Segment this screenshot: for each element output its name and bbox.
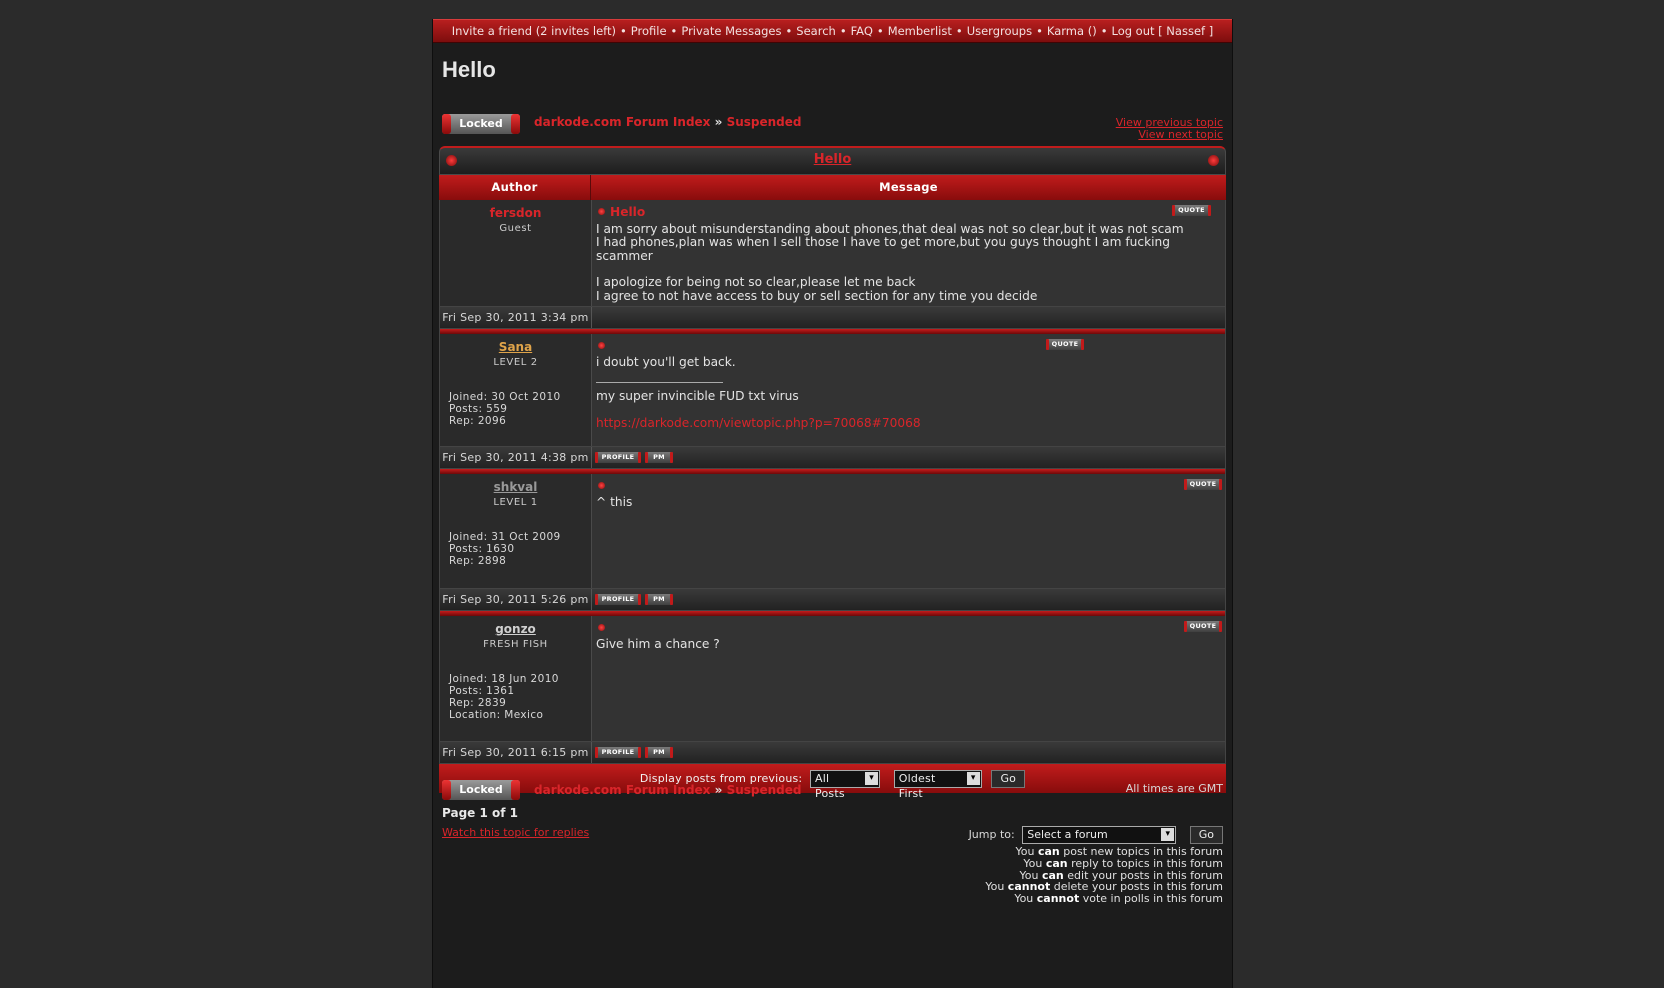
breadcrumb: [534, 115, 801, 129]
author-posts: Posts: 1630: [449, 543, 515, 555]
post-body: ^ this: [596, 494, 633, 509]
post-author-rank: Guest: [499, 223, 532, 234]
post-body: [596, 223, 1221, 304]
pm-button[interactable]: PM: [645, 452, 673, 463]
post-icon: [598, 482, 605, 489]
post-icon: [598, 208, 605, 215]
post-row: [439, 616, 1226, 741]
breadcrumb-suspended[interactable]: Suspended: [726, 783, 802, 797]
nav-separator: •: [619, 24, 627, 38]
post-author-rank: FRESH FISH: [483, 639, 548, 650]
profile-button[interactable]: PROFILE: [595, 452, 641, 463]
pm-button[interactable]: PM: [645, 747, 673, 758]
post-author-rank: LEVEL 2: [493, 357, 538, 368]
author-rep: Rep: 2898: [449, 555, 507, 567]
post-line: I apologize for being not so clear,please let me back: [596, 275, 916, 290]
post-subject: Hello: [610, 205, 646, 219]
nav-separator: •: [1036, 24, 1043, 38]
post-row: [439, 474, 1226, 588]
nav-logout[interactable]: Log out [ Nassef ]: [1111, 24, 1214, 38]
post-footer: [439, 741, 1226, 764]
post-icon: [598, 624, 605, 631]
caption-dot-icon: [1208, 155, 1219, 166]
post-author-name[interactable]: gonzo: [495, 622, 536, 636]
post-footer-actions: [592, 589, 1225, 610]
post-date: Fri Sep 30, 2011 3:34 pm: [440, 307, 592, 328]
nav-faq[interactable]: FAQ: [850, 24, 873, 38]
nav-invite[interactable]: Invite a friend (2 invites left): [451, 24, 616, 38]
post-author-name[interactable]: Sana: [498, 340, 533, 354]
post-date: Fri Sep 30, 2011 4:38 pm: [440, 447, 592, 468]
permissions-list: [985, 846, 1223, 905]
post-footer-actions: [592, 447, 1225, 468]
signature-link[interactable]: https://darkode.com/viewtopic.php?p=70068#70068: [596, 415, 921, 430]
post-author-name[interactable]: fersdon: [489, 206, 542, 220]
view-next-topic-link[interactable]: View next topic: [1138, 128, 1223, 141]
post-row: [439, 334, 1226, 446]
nav-profile[interactable]: Profile: [630, 24, 667, 38]
post-date: Fri Sep 30, 2011 6:15 pm: [440, 742, 592, 763]
post-row: [439, 200, 1226, 306]
author-joined: Joined: 18 Jun 2010: [449, 673, 559, 685]
nav-separator: •: [670, 24, 678, 38]
post-author-rank: LEVEL 1: [493, 497, 538, 508]
jump-to-form: [969, 826, 1223, 844]
jump-to-label: Jump to:: [968, 828, 1015, 841]
view-previous-topic-link[interactable]: View previous topic: [1115, 116, 1223, 129]
sort-order-select[interactable]: Oldest First ▾: [894, 770, 982, 788]
post-line: I am sorry about misunderstanding about phones,that deal was not so clear,but it was not scam: [596, 221, 1184, 236]
permission-line: You can edit your posts in this forum: [1019, 868, 1223, 882]
post-author-name[interactable]: shkval: [493, 480, 538, 494]
quote-button[interactable]: QUOTE: [1046, 339, 1084, 350]
top-navigation: [433, 19, 1232, 43]
author-rep: Rep: 2839: [449, 697, 507, 709]
nav-usergroups[interactable]: Usergroups: [966, 24, 1033, 38]
permission-line: You cannot vote in polls in this forum: [1014, 892, 1223, 906]
nav-separator: •: [955, 24, 963, 38]
post-message-cell: [592, 474, 1225, 588]
post-icon: [598, 342, 605, 349]
author-joined: Joined: 31 Oct 2009: [449, 531, 561, 543]
table-caption: [439, 146, 1226, 175]
post-date: Fri Sep 30, 2011 5:26 pm: [440, 589, 592, 610]
page-container: [432, 19, 1233, 988]
nav-private-messages[interactable]: Private Messages: [681, 24, 782, 38]
post-message-cell: [592, 200, 1225, 306]
quote-button[interactable]: QUOTE: [1172, 205, 1211, 216]
profile-button[interactable]: PROFILE: [595, 747, 641, 758]
jump-to-select[interactable]: Select a forum ▾: [1022, 826, 1176, 844]
post-footer: [439, 446, 1226, 469]
post-author-cell: [440, 474, 592, 588]
author-header: Author: [439, 175, 591, 200]
author-rep: Rep: 2096: [449, 415, 507, 427]
post-line: I had phones,plan was when I sell those I have to get more,but you guys thought I am fucking scammer: [596, 235, 1170, 263]
nav-search[interactable]: Search: [796, 24, 836, 38]
display-posts-label: Display posts from previous:: [639, 772, 803, 785]
post-footer-actions: [592, 307, 1225, 328]
author-joined: Joined: 30 Oct 2010: [449, 391, 561, 403]
post-author-cell: [440, 616, 592, 741]
caption-dot-icon: [446, 155, 457, 166]
topic-title-link[interactable]: Hello: [813, 152, 852, 167]
breadcrumb-suspended[interactable]: Suspended: [726, 115, 802, 129]
post-footer: [439, 588, 1226, 611]
topic-navigation-links: [1116, 117, 1223, 141]
author-location: Location: Mexico: [449, 709, 544, 721]
display-posts-select[interactable]: All Posts ▾: [810, 770, 880, 788]
post-author-stats: [449, 531, 561, 567]
pm-button[interactable]: PM: [645, 594, 673, 605]
signature-text: my super invincible FUD txt virus: [596, 389, 799, 404]
nav-karma[interactable]: Karma (): [1046, 24, 1097, 38]
permission-line: You can post new topics in this forum: [1015, 845, 1223, 858]
post-author-stats: [449, 673, 559, 721]
breadcrumb-bottom: [534, 783, 801, 797]
profile-button[interactable]: PROFILE: [595, 594, 641, 605]
author-posts: Posts: 1361: [449, 685, 515, 697]
jump-go-button[interactable]: Go: [1190, 826, 1223, 844]
post-author-stats: [449, 391, 561, 427]
breadcrumb-separator: »: [714, 783, 723, 797]
post-message-cell: [592, 616, 1225, 741]
quote-button[interactable]: QUOTE: [1184, 621, 1222, 632]
locked-button-bottom[interactable]: Locked: [442, 780, 520, 800]
post-author-cell: [440, 334, 592, 446]
post-line: I agree to not have access to buy or sell section for any time you decide: [596, 288, 1038, 303]
display-go-button[interactable]: Go: [991, 770, 1025, 788]
posts-table: [439, 146, 1226, 800]
post-author-cell: [440, 200, 592, 306]
post-message-cell: [592, 334, 1225, 446]
watch-topic-link[interactable]: Watch this topic for replies: [442, 826, 590, 839]
quote-button[interactable]: QUOTE: [1184, 479, 1222, 490]
nav-separator: •: [785, 24, 793, 38]
permission-line: You cannot delete your posts in this forum: [985, 880, 1223, 894]
post-footer: [439, 306, 1226, 329]
breadcrumb-forum-index[interactable]: darkode.com Forum Index: [534, 115, 711, 129]
author-posts: Posts: 559: [449, 403, 508, 415]
breadcrumb-forum-index[interactable]: darkode.com Forum Index: [534, 783, 711, 797]
table-header: [439, 175, 1226, 200]
page-title: Hello: [442, 57, 496, 82]
nav-memberlist[interactable]: Memberlist: [887, 24, 952, 38]
post-body: Give him a chance ?: [596, 636, 720, 651]
nav-separator: •: [1100, 24, 1108, 38]
page-info: Page 1 of 1: [442, 806, 518, 820]
post-footer-actions: [592, 742, 1225, 763]
nav-separator: •: [876, 24, 884, 38]
locked-button[interactable]: Locked: [442, 114, 520, 134]
breadcrumb-separator: »: [714, 115, 723, 129]
permission-line: You can reply to topics in this forum: [1023, 856, 1223, 870]
post-body: i doubt you'll get back.: [596, 354, 736, 369]
message-header: Message: [879, 180, 938, 194]
nav-separator: •: [839, 24, 847, 38]
timezone-note: All times are GMT: [1125, 782, 1223, 795]
